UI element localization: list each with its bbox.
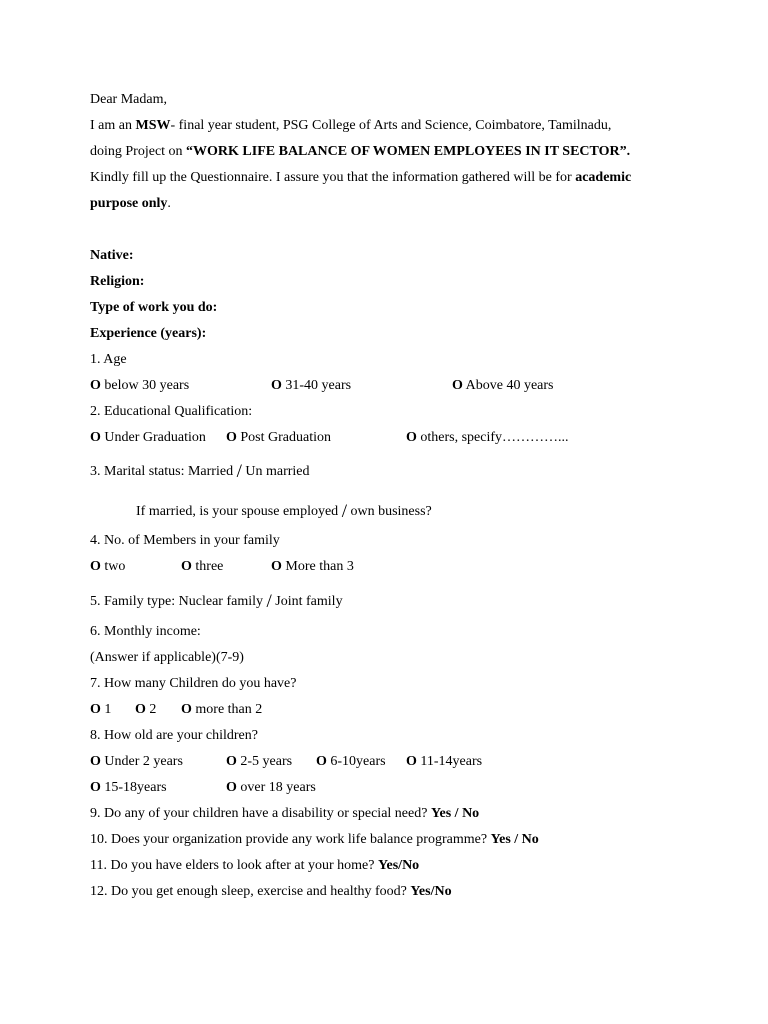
- intro-text: doing Project on: [90, 144, 187, 159]
- children-count-option-2[interactable]: [135, 697, 156, 723]
- degree-msw: MSW: [135, 118, 171, 133]
- option-label: more than 2: [195, 702, 263, 717]
- question-text: Joint family: [271, 594, 343, 609]
- intro-line-1: [90, 113, 690, 139]
- option-label: two: [104, 559, 126, 574]
- radio-bullet: O: [271, 378, 282, 393]
- question-family-members: 4. No. of Members in your family: [90, 533, 280, 548]
- question-family-type: [90, 587, 690, 613]
- intro-text: Kindly fill up the Questionnaire. I assure you that the information gathered will be for: [90, 170, 576, 185]
- intro-line-3: [90, 165, 690, 191]
- religion-field[interactable]: Religion:: [90, 274, 145, 289]
- intro-text: I am an: [90, 118, 136, 133]
- question-text: 9. Do any of your children have a disability or special need?: [90, 806, 431, 821]
- question-sleep-exercise: [90, 879, 690, 905]
- children-age-options-row-1: [90, 749, 690, 775]
- age-option-2[interactable]: [271, 373, 351, 399]
- family-members-option-2[interactable]: [181, 554, 223, 580]
- education-options: [90, 425, 690, 451]
- radio-bullet: O: [181, 559, 192, 574]
- intro-line-4: [90, 191, 690, 217]
- family-members-options: [90, 554, 690, 580]
- option-label: 15-18years: [104, 780, 167, 795]
- slash: /: [266, 591, 272, 612]
- option-label: 2-5 years: [240, 754, 293, 769]
- children-age-options-row-2: [90, 775, 690, 801]
- family-members-option-1[interactable]: [90, 554, 125, 580]
- option-label: 2: [149, 702, 157, 717]
- project-title: “WORK LIFE BALANCE OF WOMEN EMPLOYEES IN IT SECTOR”.: [186, 144, 631, 159]
- option-label: 11-14years: [420, 754, 483, 769]
- radio-bullet: O: [406, 754, 417, 769]
- question-text: 5. Family type: Nuclear family: [90, 594, 267, 609]
- radio-bullet: O: [90, 780, 101, 795]
- academic-emphasis: academic: [575, 170, 632, 185]
- children-age-option-3[interactable]: [316, 749, 386, 775]
- intro-line-2: [90, 139, 690, 165]
- question-text: 10. Does your organization provide any work life balance programme?: [90, 832, 491, 847]
- education-option-2[interactable]: [226, 425, 331, 451]
- question-text: own business?: [346, 504, 432, 519]
- yes-no-answer[interactable]: Yes/No: [410, 884, 452, 899]
- option-label: Under Graduation: [104, 430, 206, 445]
- yes-no-answer[interactable]: Yes/No: [377, 858, 420, 873]
- spacer: [90, 217, 690, 243]
- intro-text: .: [167, 196, 171, 211]
- option-label: 1: [104, 702, 112, 717]
- applicability-note: (Answer if applicable)(7-9): [90, 650, 244, 665]
- radio-bullet: O: [406, 430, 417, 445]
- slash: /: [236, 461, 242, 482]
- question-disability: [90, 801, 690, 827]
- radio-bullet: O: [226, 430, 237, 445]
- radio-bullet: O: [181, 702, 192, 717]
- education-option-1[interactable]: [90, 425, 206, 451]
- option-label: Above 40 years: [465, 378, 554, 393]
- radio-bullet: O: [90, 754, 101, 769]
- age-option-3[interactable]: [452, 373, 554, 399]
- radio-bullet: O: [90, 559, 101, 574]
- children-count-option-3[interactable]: [181, 697, 262, 723]
- family-members-option-3[interactable]: [271, 554, 354, 580]
- age-options: [90, 373, 690, 399]
- radio-bullet: O: [90, 430, 101, 445]
- radio-bullet: O: [90, 702, 101, 717]
- work-type-field[interactable]: Type of work you do:: [90, 300, 218, 315]
- option-label: below 30 years: [104, 378, 190, 393]
- children-age-option-5[interactable]: [90, 775, 167, 801]
- question-marital-status: [90, 457, 690, 483]
- question-children-count: 7. How many Children do you have?: [90, 676, 297, 691]
- question-children-age: 8. How old are your children?: [90, 728, 258, 743]
- yes-no-answer[interactable]: Yes / No: [490, 832, 539, 847]
- question-monthly-income: 6. Monthly income:: [90, 624, 201, 639]
- option-label: More than 3: [285, 559, 354, 574]
- question-text: Un married: [241, 464, 310, 479]
- experience-field[interactable]: Experience (years):: [90, 326, 207, 341]
- children-age-option-1[interactable]: [90, 749, 183, 775]
- radio-bullet: O: [271, 559, 282, 574]
- children-age-option-2[interactable]: [226, 749, 292, 775]
- option-label: Under 2 years: [104, 754, 183, 769]
- option-label: 31-40 years: [285, 378, 352, 393]
- option-label: others, specify…………...: [420, 430, 569, 445]
- question-text: 12. Do you get enough sleep, exercise and healthy food?: [90, 884, 411, 899]
- option-label: over 18 years: [240, 780, 316, 795]
- question-education: 2. Educational Qualification:: [90, 404, 253, 419]
- option-label: 6-10years: [330, 754, 386, 769]
- radio-bullet: O: [452, 378, 463, 393]
- question-text: If married, is your spouse employed: [136, 504, 342, 519]
- yes-no-answer[interactable]: Yes / No: [430, 806, 480, 821]
- education-option-3[interactable]: [406, 425, 569, 451]
- native-field[interactable]: Native:: [90, 248, 134, 263]
- radio-bullet: O: [226, 754, 237, 769]
- question-spouse-employment: [90, 497, 690, 523]
- slash: /: [341, 501, 347, 522]
- question-text: 3. Marital status: Married: [90, 464, 237, 479]
- intro-text: - final year student, PSG College of Arts and Science, Coimbatore, Tamilnadu,: [170, 118, 612, 133]
- children-count-options: [90, 697, 690, 723]
- question-age: 1. Age: [90, 352, 127, 367]
- age-option-1[interactable]: [90, 373, 189, 399]
- children-age-option-6[interactable]: [226, 775, 316, 801]
- radio-bullet: O: [90, 378, 101, 393]
- option-label: three: [195, 559, 224, 574]
- question-wlb-programme: [90, 827, 690, 853]
- question-elders: [90, 853, 690, 879]
- option-label: Post Graduation: [240, 430, 331, 445]
- children-age-option-4[interactable]: [406, 749, 482, 775]
- purpose-emphasis: purpose only: [90, 196, 168, 211]
- salutation: Dear Madam,: [90, 92, 167, 107]
- questionnaire-page: [90, 87, 690, 905]
- children-count-option-1[interactable]: [90, 697, 111, 723]
- radio-bullet: O: [135, 702, 146, 717]
- radio-bullet: O: [226, 780, 237, 795]
- radio-bullet: O: [316, 754, 327, 769]
- question-text: 11. Do you have elders to look after at your home?: [90, 858, 378, 873]
